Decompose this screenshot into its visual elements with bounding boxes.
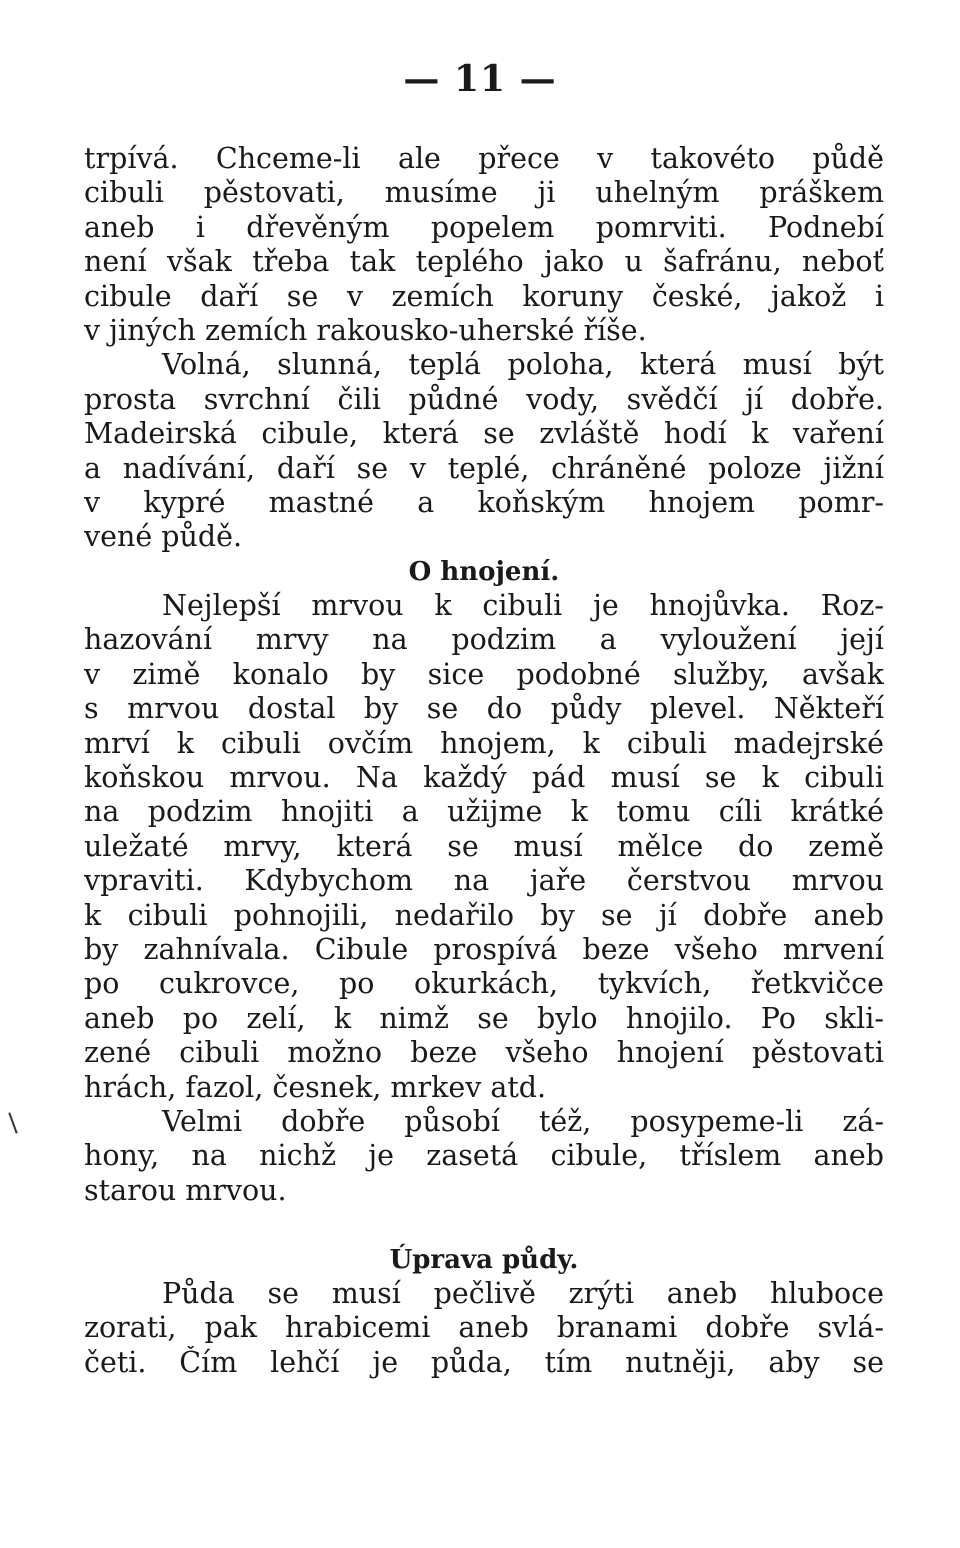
text-line: cibuli pěstovati, musíme ji uhelným práškem [84, 176, 884, 210]
section-heading: O hnojení. [408, 556, 560, 587]
text-line: aneb po zelí, k nimž se bylo hnojilo. Po skli- [84, 1001, 884, 1035]
text-line: prosta svrchní čili půdné vody, svědčí jí dobře. [84, 382, 884, 416]
text-line: zené cibuli možno beze všeho hnojení pěstovati [84, 1036, 884, 1070]
text-line: hazování mrvy na podzim a vyloužení její [84, 623, 884, 657]
text-line: koňskou mrvou. Na každý pád musí se k cibuli [84, 761, 884, 795]
text-line: v zimě konalo by sice podobné služby, avšak [84, 657, 884, 691]
text-line: trpívá. Chceme-li ale přece v takovéto půdě [84, 142, 884, 175]
text-line: mrví k cibuli ovčím hnojem, k cibuli madejrské [84, 726, 884, 760]
text-line: uležaté mrvy, která se musí mělce do země [84, 829, 884, 863]
text-line: Půda se musí pečlivě zrýti aneb hluboce [162, 1276, 884, 1310]
text-line: hony, na nichž je zasetá cibule, tříslem aneb [84, 1139, 884, 1173]
text-line: hrách, fazol, česnek, mrkev atd. [84, 1070, 547, 1104]
text-line: zorati, pak hrabicemi aneb branami dobře svlá- [84, 1311, 884, 1345]
text-line: na podzim hnojiti a užijme k tomu cíli krátké [84, 795, 884, 829]
text-line: k cibuli pohnojili, nedařilo by se jí dobře aneb [84, 898, 884, 932]
text-line: s mrvou dostal by se do půdy plevel. Někteří [84, 692, 884, 726]
text-line: starou mrvou. [84, 1173, 287, 1207]
text-line: četi. Čím lehčí je půda, tím nutněji, aby se [84, 1345, 884, 1379]
margin-mark [8, 1112, 17, 1133]
text-line: Madeirská cibule, která se zvláště hodí k vaření [84, 417, 884, 451]
text-line: vpraviti. Kdybychom na jaře čerstvou mrvou [84, 864, 884, 898]
text-line: a nadívání, daří se v teplé, chráněné poloze jižní [84, 451, 884, 485]
text-line: Velmi dobře působí též, posypeme-li zá- [162, 1104, 884, 1138]
text-line: by zahnívala. Cibule prospívá beze všeho mrvení [84, 932, 884, 966]
text-line: aneb i dřevěným popelem pomrviti. Podnebí [84, 210, 884, 244]
page-number: — 11 — [403, 58, 557, 100]
text-line: není však třeba tak teplého jako u šafránu, neboť [84, 245, 884, 279]
text-line: vené půdě. [84, 520, 243, 554]
body-text [84, 142, 884, 1380]
text-line: v kypré mastné a koňským hnojem pomr- [84, 485, 884, 519]
text-line: Volná, slunná, teplá poloha, která musí být [162, 348, 884, 382]
text-line: po cukrovce, po okurkách, tykvích, řetkvičce [84, 967, 884, 1001]
text-line: cibule daří se v zemích koruny české, jakož i [84, 279, 884, 313]
text-line: v jiných zemích rakousko-uherské říše. [84, 313, 647, 347]
text-line: Nejlepší mrvou k cibuli je hnojůvka. Roz- [162, 589, 884, 623]
text-line [84, 1208, 884, 1242]
section-heading: Úprava půdy. [389, 1244, 579, 1275]
